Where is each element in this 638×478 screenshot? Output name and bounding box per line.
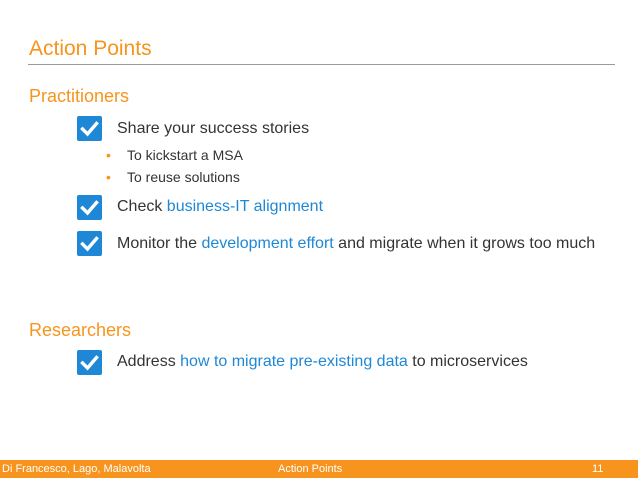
action-item-text: Share your success stories <box>117 120 310 137</box>
page-number: 11 <box>592 463 604 475</box>
checkbox-checked-icon <box>77 231 102 256</box>
section-heading-researchers: Researchers <box>29 320 132 340</box>
section-heading-practitioners: Practitioners <box>29 86 130 106</box>
sub-bullet-reuse <box>106 168 240 186</box>
slide-title: Action Points <box>29 37 152 60</box>
bullet-dot-icon: • <box>106 147 111 163</box>
action-item-text: and migrate when it grows too much <box>333 235 596 252</box>
checkbox-checked-icon <box>77 195 102 220</box>
bullet-dot-icon: • <box>106 169 111 185</box>
action-item-monitor-effort <box>117 227 607 261</box>
highlighted-term: how to migrate pre-existing data <box>180 353 408 370</box>
action-item-share-stories <box>117 113 607 145</box>
highlighted-term: development effort <box>201 235 334 252</box>
sub-bullet-kickstart <box>106 146 243 164</box>
footer-title: Action Points <box>278 463 343 475</box>
action-item-text: to microservices <box>407 353 528 370</box>
title-divider <box>28 64 615 65</box>
checkbox-checked-icon <box>77 116 102 141</box>
action-item-business-it <box>117 191 607 223</box>
sub-bullet-text: To kickstart a MSA <box>127 147 243 163</box>
action-item-text: Monitor the <box>117 235 202 252</box>
action-item-text: Check <box>117 198 167 215</box>
sub-bullet-text: To reuse solutions <box>127 169 240 185</box>
footer-authors: Di Francesco, Lago, Malavolta <box>2 463 151 475</box>
checkbox-checked-icon <box>77 350 102 375</box>
highlighted-term: business-IT alignment <box>166 198 324 215</box>
action-item-text: Address <box>117 353 181 370</box>
action-item-migrate-data <box>117 346 607 378</box>
slide-footer <box>0 460 638 478</box>
